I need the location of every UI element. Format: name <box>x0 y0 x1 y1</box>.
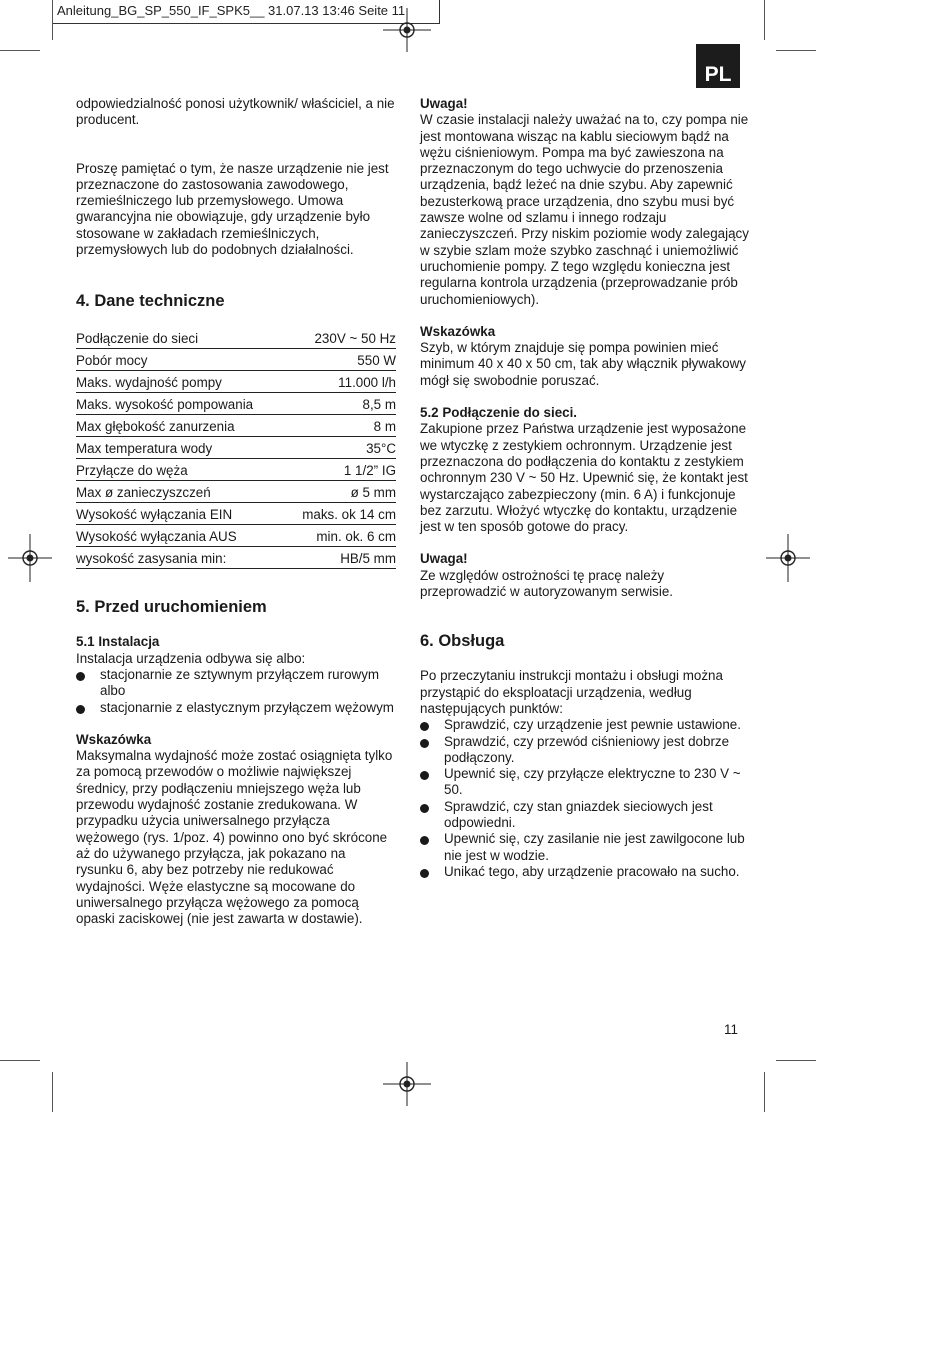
list-item: Unikać tego, aby urządzenie pracowało na sucho. <box>420 864 750 880</box>
list-item: Sprawdzić, czy urządzenie jest pewnie ustawione. <box>420 717 750 733</box>
spec-value: 230V ~ 50 Hz <box>285 327 396 349</box>
left-column <box>76 96 396 927</box>
crop-mark <box>0 50 40 51</box>
spec-label: Max ø zanieczyszczeń <box>76 481 285 503</box>
technical-data-table <box>76 327 396 569</box>
list-item: Sprawdzić, czy przewód ciśnieniowy jest dobrze podłączony. <box>420 734 750 767</box>
installation-paragraph: Instalacja urządzenia odbywa się albo: <box>76 650 306 666</box>
section-heading-before-startup: 5. Przed uruchomieniem <box>76 598 267 617</box>
table-row <box>76 349 396 371</box>
registration-mark-icon <box>8 534 52 582</box>
list-item: Upewnić się, czy zasilanie nie jest zawilgocone lub nie jest w wodzie. <box>420 831 750 864</box>
note-paragraph: Szyb, w którym znajduje się pompa powinien mieć minimum 40 x 40 x 50 cm, tak aby włącznik pływakowy mógł się swobodnie poruszać. <box>420 340 746 388</box>
table-row <box>76 503 396 525</box>
spec-label: wysokość zasysania min: <box>76 547 285 569</box>
print-slug: Anleitung_BG_SP_550_IF_SPK5__ 31.07.13 13:46 Seite 11 <box>52 0 440 24</box>
note-heading: Wskazówka <box>76 731 152 747</box>
spec-value: 11.000 l/h <box>285 371 396 393</box>
list-item: stacjonarnie ze sztywnym przyłączem rurowym albo <box>76 667 396 700</box>
note-paragraph: Maksymalna wydajność może zostać osiągnięta tylko za pomocą przewodów o możliwie największej średnicy, przy podłączeniu mniejszego węża lub przewodu wydajność zostanie zredukowana. W przypadku użycia uniwersalnego przyłącza wężowego (rys. 1/poz. 4) powinno ono być skrócone aż do używanego przyłącza, jak pokazano na rysunku 6, aby bez potrzeby nie redukować wydajności. Węże elastyczne są mocowane do uniwersalnego przyłącza wężowego za pomocą opaski zaciskowej (nie jest zawarta w dostawie). <box>76 748 393 927</box>
spec-value: 1 1/2” IG <box>285 459 396 481</box>
registration-mark-icon <box>766 534 810 582</box>
spec-value: min. ok. 6 cm <box>285 525 396 547</box>
crop-mark <box>52 1072 53 1112</box>
spec-label: Pobór mocy <box>76 349 285 371</box>
note-heading: Wskazówka <box>420 323 496 339</box>
list-item: Sprawdzić, czy stan gniazdek sieciowych jest odpowiedni. <box>420 799 750 832</box>
spec-value: 550 W <box>285 349 396 371</box>
table-row <box>76 459 396 481</box>
crop-mark <box>52 0 53 40</box>
crop-mark <box>0 1060 40 1061</box>
crop-mark <box>764 1072 765 1112</box>
table-row <box>76 525 396 547</box>
spec-value: 8 m <box>285 415 396 437</box>
warning-heading: Uwaga! <box>420 96 468 111</box>
table-row <box>76 437 396 459</box>
operation-paragraph: Po przeczytaniu instrukcji montażu i obsługi można przystąpić do eksploatacji urządzenia, według następujących punktów: <box>420 668 723 716</box>
subheading-mains-connection: 5.2 Podłączenie do sieci. <box>420 405 578 421</box>
spec-value: 35°C <box>285 437 396 459</box>
spec-value: ø 5 mm <box>285 481 396 503</box>
installation-bullet-list <box>76 667 396 716</box>
spec-label: Wysokość wyłączania EIN <box>76 503 285 525</box>
crop-mark <box>764 0 765 40</box>
table-row <box>76 327 396 349</box>
crop-mark <box>776 50 816 51</box>
table-row <box>76 393 396 415</box>
warning-heading: Uwaga! <box>420 551 468 567</box>
mains-connection-paragraph: Zakupione przez Państwa urządzenie jest wyposażone we wtyczkę z zestykiem ochronnym. Urządzenie jest przeznaczona do podłączenia do kontaktu z zestykiem ochronnym 230 V ~ 50 Hz. Upewnić się, że kontakt jest wystarczająco zabezpieczony (min. 6 A) i funkcjonuje bez zarzutu. Włożyć wtyczkę do kontaktu, urządzenie jest w ten sposób gotowe do pracy. <box>420 421 748 535</box>
table-row <box>76 371 396 393</box>
operation-bullet-list <box>420 717 750 880</box>
spec-value: 8,5 m <box>285 393 396 415</box>
intro-paragraph-2: Proszę pamiętać o tym, że nasze urządzenie nie jest przeznaczone do zastosowania zawodowego, rzemieślniczego lub przemysłowego. Umowa gwarancyjna nie obowiązuje, gdy urządzenie było stosowane w zakładach rzemieślniczych, przemysłowych lub do podobnych działalności. <box>76 160 389 258</box>
list-item: stacjonarnie z elastycznym przyłączem wężowym <box>76 700 396 716</box>
spec-value: HB/5 mm <box>285 547 396 569</box>
warning-paragraph: Ze względów ostrożności tę pracę należy przeprowadzić w autoryzowanym serwisie. <box>420 567 674 600</box>
registration-mark-icon <box>383 8 431 52</box>
registration-mark-icon <box>383 1062 431 1106</box>
language-badge: PL <box>696 44 740 88</box>
right-column <box>420 96 750 880</box>
spec-label: Maks. wysokość pompowania <box>76 393 285 415</box>
table-row <box>76 415 396 437</box>
spec-label: Podłączenie do sieci <box>76 327 285 349</box>
spec-label: Przyłącze do węża <box>76 459 285 481</box>
section-heading-operation: 6. Obsługa <box>420 632 505 651</box>
spec-label: Maks. wydajność pompy <box>76 371 285 393</box>
spec-value: maks. ok 14 cm <box>285 503 396 525</box>
warning-paragraph: W czasie instalacji należy uważać na to, czy pompa nie jest montowana wisząc na kablu sieciowym bądź na wężu ciśnieniowym. Pompa ma być zawieszona na przeznaczonym do tego uchwycie do przenoszenia urządzenia, bądź leżeć na dnie szybu. Aby zapewnić bezusterkową prace urządzenia, dno szybu musi być zawsze wolne od szlamu i innego rodzaju zanieczyszczeń. Przy niskim poziomie wody zalegający w szybie szlam może szybko zaschnąć i uniemożliwić uruchomienie pompy. Z tego względu konieczna jest regularna kontrola urządzenia (przeprowadzanie prób uruchomieniowych). <box>420 112 749 307</box>
subheading-installation: 5.1 Instalacja <box>76 634 160 650</box>
list-item: Upewnić się, czy przyłącze elektryczne to 230 V ~ 50. <box>420 766 750 799</box>
table-row <box>76 481 396 503</box>
spec-label: Wysokość wyłączania AUS <box>76 525 285 547</box>
page-number: 11 <box>724 1022 738 1037</box>
section-heading-technical-data: 4. Dane techniczne <box>76 292 225 311</box>
table-row <box>76 547 396 569</box>
spec-label: Max temperatura wody <box>76 437 285 459</box>
spec-label: Max głębokość zanurzenia <box>76 415 285 437</box>
intro-paragraph-1: odpowiedzialność ponosi użytkownik/ właściciel, a nie producent. <box>76 96 395 128</box>
crop-mark <box>776 1060 816 1061</box>
